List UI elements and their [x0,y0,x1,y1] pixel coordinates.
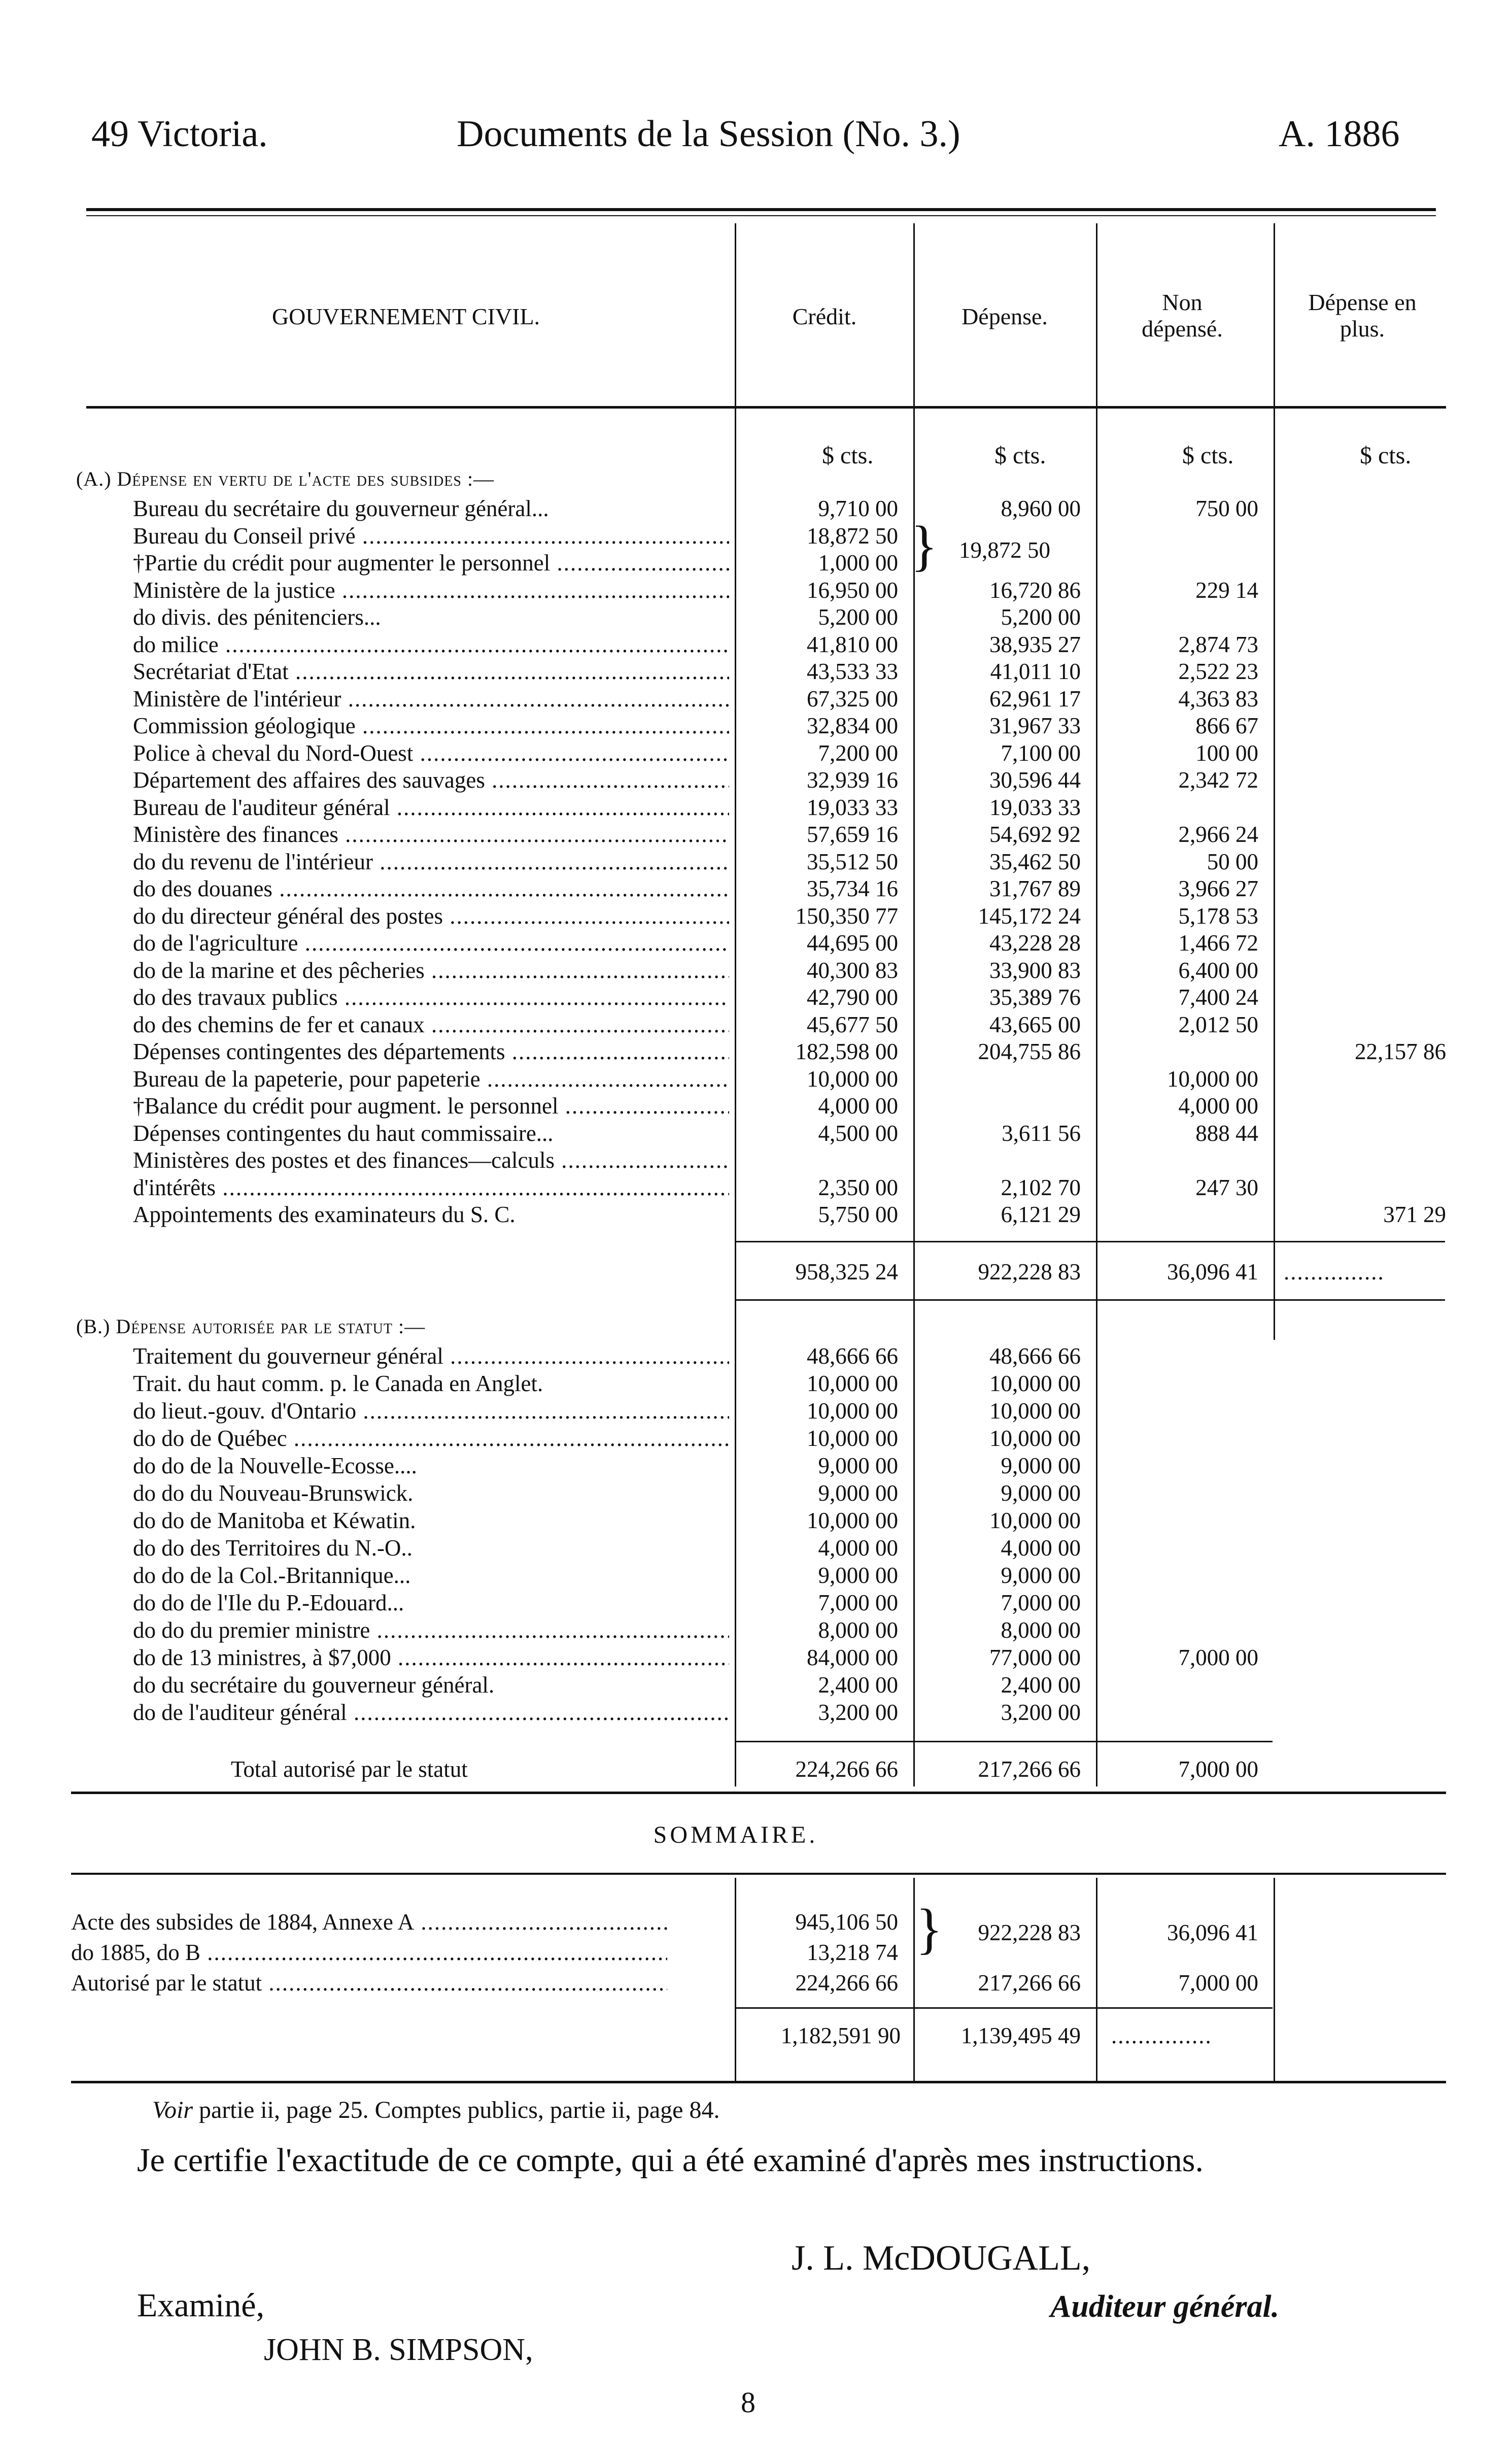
section-b-total-non: 7,000 00 [1178,1757,1258,1782]
cell-credit: 10,000 00 [807,1508,898,1533]
sommaire-total-credit: 1,182,591 90 [780,2023,901,2048]
cell-non: 2,522 23 [1178,659,1258,684]
cell-credit: 40,300 83 [807,957,898,983]
row-label: do de l'auditeur général ..... [133,1699,729,1726]
cell-credit: 8,000 00 [818,1617,898,1643]
cell-plus: 22,157 86 [1355,1039,1446,1064]
row-label: do du revenu de l'intérieur ..... [133,848,729,875]
cell-depense: 204,755 86 [978,1039,1081,1064]
row-label: †Partie du crédit pour augmenter le personnel ..... [133,549,729,577]
cell-credit: 1,000 00 [818,550,898,576]
row-label: Dépenses contingentes du haut commissaire... [133,1120,554,1146]
cell-credit: 9,710 00 [818,496,898,521]
section-b-total-credit: 224,266 66 [795,1757,898,1782]
row-label: do do de Québec ..... [133,1425,729,1452]
row-label: Ministère de l'intérieur ..... [133,685,729,713]
sommaire-top-rule [71,1792,1446,1794]
brace-total: 19,872 50 [959,537,1050,563]
cell-depense: 19,033 33 [989,794,1081,820]
row-label: Trait. du haut comm. p. le Canada en Anglet. [133,1371,543,1396]
cell-depense: 3,611 56 [1002,1120,1081,1146]
table-row [0,1589,1511,1616]
header-rule-thin [86,215,1436,216]
row-label: do do de Manitoba et Kéwatin. [133,1508,416,1533]
table-row [0,766,1511,794]
cell-credit: 10,000 00 [807,1371,898,1396]
footer-rule [71,2081,1446,2083]
sommaire-title: SOMMAIRE. [653,1821,818,1848]
row-label: d'intérêts ..... [133,1174,729,1201]
row-label: do do du Nouveau-Brunswick. [133,1480,414,1506]
cell-credit: 182,598 00 [795,1039,898,1064]
cell-depense: 31,767 89 [989,876,1081,901]
cell-credit: 84,000 00 [807,1645,898,1670]
table-row [0,712,1511,739]
cell-credit: 10,000 00 [807,1398,898,1424]
row-label: do do de la Nouvelle-Ecosse.... [133,1453,417,1478]
cell-depense: 10,000 00 [989,1426,1081,1451]
cell-credit: 44,695 00 [807,930,898,956]
cell-non: 2,966 24 [1178,822,1258,847]
cell-non: 247 30 [1195,1174,1258,1200]
header-rule [86,208,1436,211]
cell-non: 7,000 00 [1178,1645,1258,1670]
col-depense-plus: Dépense en plus. [1308,289,1417,342]
unit-plus: $ cts. [1360,442,1412,469]
cell-depense: 5,200 00 [1001,604,1081,630]
row-label: Dépenses contingentes des départements ..... [133,1038,729,1065]
cell-depense: 9,000 00 [1001,1563,1081,1588]
cell-credit: 35,512 50 [807,849,898,874]
cell-depense: 43,228 28 [989,930,1081,956]
cell-credit: 4,500 00 [818,1120,898,1146]
row-label: Acte des subsides de 1884, Annexe A ..... [71,1908,667,1936]
cell-credit: 224,266 66 [795,1970,898,1996]
cell-credit: 4,000 00 [818,1535,898,1561]
examiner-name: JOHN B. SIMPSON, [264,2333,533,2367]
cell-depense: 145,172 24 [978,903,1081,929]
cell-plus: 371 29 [1383,1202,1446,1227]
row-label: do des chemins de fer et canaux ..... [133,1011,729,1038]
voir-italic: Voir [152,2097,193,2123]
cell-depense: 9,000 00 [1001,1453,1081,1478]
table-row [0,821,1511,848]
cell-credit: 19,033 33 [807,794,898,820]
table-row [0,1699,1511,1726]
table-row [0,1479,1511,1507]
table-row [0,1120,1511,1147]
section-b-title: (B.) Dépense autorisée par le statut :— [76,1315,426,1338]
row-label: do divis. des pénitenciers... [133,604,381,630]
auditor-title: Auditeur général. [1050,2289,1280,2324]
col-credit: Crédit. [792,303,857,329]
cell-depense: 217,266 66 [978,1970,1081,1996]
table-row [0,1562,1511,1589]
section-a-end-rule [735,1299,1445,1301]
cell-depense: 77,000 00 [989,1645,1081,1670]
cell-depense: 2,400 00 [1001,1672,1081,1698]
cell-non: 750 00 [1195,496,1258,521]
cell-non: 4,000 00 [1178,1093,1258,1119]
row-label: do lieut.-gouv. d'Ontario ..... [133,1397,729,1425]
voir-rest: partie ii, page 25. Comptes publics, partie ii, page 84. [199,2097,720,2123]
row-label: do do de la Col.-Britannique... [133,1563,411,1588]
table-row [0,1342,1511,1370]
table-row [0,739,1511,767]
cell-depense: 3,200 00 [1001,1700,1081,1725]
unit-non: $ cts. [1182,442,1234,469]
table-row [0,1174,1511,1201]
section-b-total-rule [735,1741,1273,1742]
cell-depense: 4,000 00 [1001,1535,1081,1561]
cell-credit: 10,000 00 [807,1066,898,1092]
row-label: Appointements des examinateurs du S. C. [133,1202,516,1227]
section-b-total-depense: 217,266 66 [978,1757,1081,1782]
cell-non: 229 14 [1195,577,1258,603]
row-label: Commission géologique ..... [133,712,729,739]
cell-credit: 67,325 00 [807,686,898,712]
row-label: do 1885, do B ..... [71,1939,667,1966]
table-row [0,1908,1511,1936]
auditor-name: J. L. McDOUGALL, [792,2239,1091,2278]
table-row [0,1065,1511,1093]
cell-credit: 32,939 16 [807,767,898,793]
section-a-total-non: 36,096 41 [1167,1259,1258,1285]
cell-depense: 48,666 66 [989,1343,1081,1369]
table-row [0,929,1511,957]
cell-depense: 54,692 92 [989,822,1081,847]
row-label: do milice ..... [133,631,729,658]
row-label: do du secrétaire du gouverneur général. [133,1672,495,1698]
row-label: do do du premier ministre ..... [133,1616,729,1644]
cell-credit: 3,200 00 [818,1700,898,1725]
cell-depense: 43,665 00 [989,1011,1081,1037]
table-row [0,631,1511,658]
cell-non: 7,000 00 [1178,1970,1258,1996]
cell-depense: 62,961 17 [989,686,1081,712]
col-non-depense: Non dépensé. [1142,289,1223,342]
cell-credit: 7,200 00 [818,740,898,766]
row-label: do des douanes ..... [133,875,729,902]
table-row [0,1011,1511,1038]
row-label: Bureau du secrétaire du gouverneur général... [133,496,549,521]
table-row [0,658,1511,685]
cell-depense: 10,000 00 [989,1508,1081,1533]
cell-credit: 42,790 00 [807,985,898,1010]
cell-non: 888 44 [1195,1120,1258,1146]
cell-credit: 45,677 50 [807,1011,898,1037]
sommaire-total-rule [735,2007,1273,2009]
section-b-total-label: Total autorisé par le statut [231,1757,468,1782]
cell-non: 2,342 72 [1178,767,1258,793]
section-a-title: (A.) Dépense en vertu de l'acte des subsides :— [76,467,495,490]
heading-rule [86,406,1446,409]
row-label: Département des affaires des sauvages ..... [133,766,729,794]
table-row [0,549,1511,577]
table-row [0,984,1511,1011]
col-depense: Dépense. [961,303,1048,329]
row-label: do de l'agriculture ..... [133,929,729,957]
row-label: Autorisé par le statut ..... [71,1969,667,1997]
row-label: Ministère de la justice ..... [133,577,729,604]
table-row [0,794,1511,821]
sommaire-total-non-dots: ............... [1111,2023,1212,2048]
row-label: do do des Territoires du N.-O.. [133,1535,413,1561]
table-row [0,522,1511,550]
row-label: do de 13 ministres, à $7,000 ..... [133,1644,729,1671]
cell-credit: 16,950 00 [807,577,898,603]
cell-credit: 32,834 00 [807,713,898,738]
cell-non: 10,000 00 [1167,1066,1258,1092]
cell-credit: 2,350 00 [818,1174,898,1200]
cell-non: 5,178 53 [1178,903,1258,929]
cell-depense: 9,000 00 [1001,1480,1081,1506]
cell-credit: 5,750 00 [818,1202,898,1227]
row-label: do des travaux publics ..... [133,984,729,1011]
row-label: do do de l'Ile du P.-Edouard... [133,1590,404,1615]
cell-credit: 13,218 74 [807,1940,898,1965]
cell-depense: 6,121 29 [1001,1202,1081,1227]
cell-depense: 16,720 86 [989,577,1081,603]
row-label: Ministère des finances ..... [133,821,729,848]
sommaire-brace-non: 36,096 41 [1167,1920,1258,1945]
table-row [0,957,1511,984]
cell-non: 50 00 [1207,849,1258,874]
table-row [0,1038,1511,1065]
cell-credit: 7,000 00 [818,1590,898,1615]
table-row [0,875,1511,902]
cell-depense: 8,000 00 [1001,1617,1081,1643]
table-row [0,1507,1511,1534]
table-row [0,1671,1511,1699]
cell-credit: 5,200 00 [818,604,898,630]
row-label: †Balance du crédit pour augment. le personnel ..... [133,1092,729,1120]
cell-depense: 41,011 10 [990,659,1081,684]
row-label: Traitement du gouverneur général ..... [133,1342,729,1370]
row-label: Bureau de la papeterie, pour papeterie ..... [133,1065,729,1093]
table-row [0,577,1511,604]
table-row [0,1644,1511,1671]
brace-icon: } [911,515,938,577]
cell-depense: 8,960 00 [1001,496,1081,521]
cell-credit: 9,000 00 [818,1480,898,1506]
row-label: Ministères des postes et des finances—calculs ..... [133,1146,729,1174]
section-a-total-credit: 958,325 24 [795,1259,898,1285]
cell-non: 1,466 72 [1178,930,1258,956]
table-row [0,1616,1511,1644]
cell-credit: 18,872 50 [807,523,898,549]
cell-credit: 48,666 66 [807,1343,898,1369]
col-title: GOUVERNEMENT CIVIL. [271,303,540,329]
sommaire-total-depense: 1,139,495 49 [960,2023,1081,2048]
sommaire-brace-depense: 922,228 83 [978,1920,1081,1945]
cell-non: 866 67 [1195,713,1258,738]
cell-credit: 2,400 00 [818,1672,898,1698]
sommaire-rule [71,1873,1446,1875]
cell-credit: 9,000 00 [818,1453,898,1478]
cell-credit: 10,000 00 [807,1426,898,1451]
cell-depense: 30,596 44 [989,767,1081,793]
cell-depense: 31,967 33 [989,713,1081,738]
table-row [0,1146,1511,1174]
table-row [0,495,1511,522]
cell-non: 7,400 24 [1178,985,1258,1010]
cell-depense: 7,000 00 [1001,1590,1081,1615]
cell-depense: 33,900 83 [989,957,1081,983]
cell-depense: 35,389 76 [989,985,1081,1010]
cell-non: 2,874 73 [1178,631,1258,657]
cell-depense: 10,000 00 [989,1371,1081,1396]
page-number: 8 [741,2386,756,2419]
cell-non: 4,363 83 [1178,686,1258,712]
table-row [0,1425,1511,1452]
section-a-total-plus-dots: ............... [1284,1259,1385,1285]
header-right: A. 1886 [1279,113,1400,155]
table-row [0,902,1511,930]
header-left: 49 Victoria. [91,113,268,155]
cell-non: 3,966 27 [1178,876,1258,901]
table-row [0,685,1511,713]
table-row [0,1939,1511,1966]
table-row [0,1397,1511,1425]
cell-credit: 57,659 16 [807,822,898,847]
unit-depense: $ cts. [994,442,1046,469]
header-center: Documents de la Session (No. 3.) [457,113,960,155]
row-label: Police à cheval du Nord-Ouest ..... [133,739,729,767]
section-a-total-depense: 922,228 83 [978,1259,1081,1285]
cell-depense: 10,000 00 [989,1398,1081,1424]
cell-non: 100 00 [1195,740,1258,766]
row-label: do du directeur général des postes ..... [133,902,729,930]
cell-depense: 38,935 27 [989,631,1081,657]
cell-credit: 35,734 16 [807,876,898,901]
table-row [0,1452,1511,1479]
cell-non: 6,400 00 [1178,957,1258,983]
cell-credit: 945,106 50 [795,1909,898,1935]
row-label: do de la marine et des pêcheries ..... [133,957,729,984]
table-row [0,1969,1511,1997]
certify-text: Je certifie l'exactitude de ce compte, qui a été examiné d'après mes instructions. [137,2142,1204,2179]
cell-credit: 41,810 00 [807,631,898,657]
cell-credit: 4,000 00 [818,1093,898,1119]
section-a-total-rule [735,1241,1445,1242]
table-row [0,1370,1511,1397]
cell-credit: 9,000 00 [818,1563,898,1588]
table-row [0,1534,1511,1562]
unit-credit: $ cts. [822,442,874,469]
table-row [0,603,1511,631]
cell-depense: 7,100 00 [1001,740,1081,766]
row-label: Bureau du Conseil privé ..... [133,522,729,550]
sommaire-brace-icon: } [916,1898,943,1960]
examined-label: Examiné, [137,2287,265,2324]
table-row [0,1201,1511,1228]
cell-non: 2,012 50 [1178,1011,1258,1037]
cell-depense: 2,102 70 [1001,1174,1081,1200]
cell-credit: 150,350 77 [795,903,898,929]
row-label: Bureau de l'auditeur général ..... [133,794,729,821]
cell-credit: 43,533 33 [807,659,898,684]
row-label: Secrétariat d'Etat ..... [133,658,729,685]
table-row [0,1092,1511,1120]
voir-note [152,2096,719,2124]
table-row [0,848,1511,875]
cell-depense: 35,462 50 [989,849,1081,874]
